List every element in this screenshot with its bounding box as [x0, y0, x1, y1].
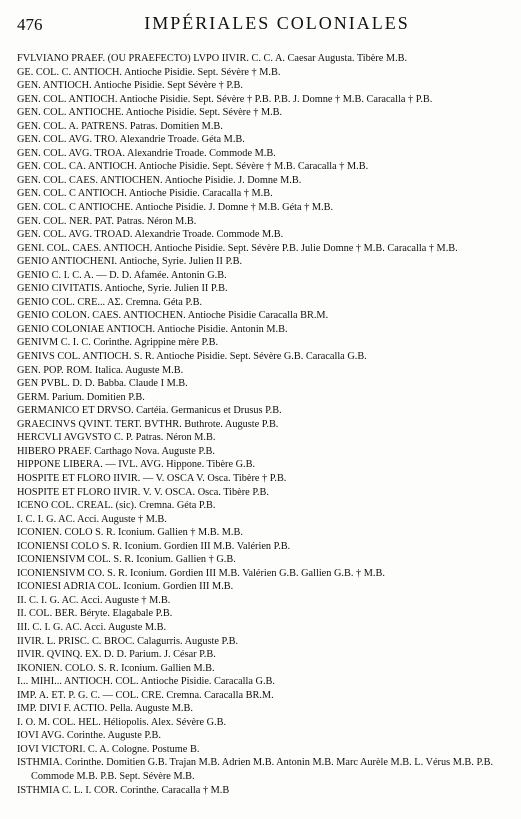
- entry-line: IKONIEN. COLO. S. R. Iconium. Gallien M.B.: [17, 662, 215, 674]
- entry-line: IOVI AVG. Corinthe. Auguste P.B.: [17, 730, 161, 742]
- entry-line: GENIO COLON. CAES. ANTIOCHEN. Antioche Pisidie Caracalla BR.M.: [17, 310, 329, 322]
- entry-line: ICONIENSIVM CO. S. R. Iconium. Gordien III M.B. Valérien G.B. Gallien G.B. † M.B.: [17, 567, 385, 579]
- entry-line: GEN. COL. AVG. TROAD. Alexandrie Troade. Commode M.B.: [17, 229, 284, 241]
- entry-line: GENIVM C. I. C. Corinthe. Agrippine mère P.B.: [17, 337, 219, 349]
- entry-line: IMP. A. ET. P. G. C. — COL. CRE. Cremna. Caracalla BR.M.: [17, 689, 274, 701]
- entry-line: GEN PVBL. D. D. Babba. Claude I M.B.: [17, 378, 188, 390]
- entry-line: GEN. COL. ANTIOCH. Antioche Pisidie. Sept. Sévère † P.B. P.B. J. Domne † M.B. Caracalla † P.B.: [17, 93, 433, 105]
- entry-line: ICONIENSI COLO S. R. Iconium. Gordien III M.B. Valérien P.B.: [17, 540, 291, 552]
- entry-line: GEN. COL. NER. PAT. Patras. Néron M.B.: [17, 215, 197, 227]
- entry-line: GE. COL. C. ANTIOCH. Antioche Pisidie. Sept. Sévère † M.B.: [17, 66, 281, 78]
- entry-line: IMP. DIVI F. ACTIO. Pella. Auguste M.B.: [17, 703, 193, 715]
- entry-line: GERM. Parium. Domitien P.B.: [17, 391, 145, 403]
- entry-line: GEN. COL. AVG. TROA. Alexandrie Troade. Commode M.B.: [17, 147, 276, 159]
- entry-line: HOSPITE ET FLORO IIVIR. — V. OSCA V. Osca. Tibère † P.B.: [17, 472, 287, 484]
- entry-line: GEN. COL. CA. ANTIOCH. Antioche Pisidie. Sept. Sévère † M.B. Caracalla † M.B.: [17, 161, 369, 173]
- entry-line: FVLVIANO PRAEF. (OU PRAEFECTO) LVPO IIVIR. C. C. A. Caesar Augusta. Tibère M.B.: [17, 53, 408, 64]
- page-number: 476: [17, 15, 43, 34]
- entry-line: GENIO COL. CRE... AΣ. Cremna. Géta P.B.: [17, 296, 203, 308]
- running-title: IMPÉRIALES COLONIALES: [144, 13, 410, 33]
- entry-line: ICONIESI ADRIA COL. Iconium. Gordien III M.B.: [17, 581, 234, 593]
- entry-line: GENIO C. I. C. A. — D. D. Afamée. Antonin G.B.: [17, 269, 227, 281]
- entry-line: HERCVLI AVGVSTO C. P. Patras. Néron M.B.: [17, 432, 216, 444]
- entry-line: ISTHMIA. Corinthe. Domitien G.B. Trajan M.B. Adrien M.B. Antonin M.B. Marc Aurèle M.B. L. Vérus M.B. P.B. Commode M.B. P.B. Sept. Sévère M.B.: [17, 757, 494, 782]
- entry-line: I. O. M. COL. HEL. Héliopolis. Alex. Sévère G.B.: [17, 716, 227, 728]
- entry-line: GEN. POP. ROM. Italica. Auguste M.B.: [17, 364, 184, 376]
- entry-line: GERMANICO ET DRVSO. Cartéia. Germanicus et Drusus P.B.: [17, 405, 282, 417]
- entry-line: GEN. ANTIOCH. Antioche Pisidie. Sept Sévère † P.B.: [17, 80, 243, 92]
- entry-line: IIVIR. L. PRISC. C. BROC. Calagurris. Auguste P.B.: [17, 635, 239, 647]
- entry-line: III. C. I. G. AC. Acci. Auguste M.B.: [17, 621, 167, 633]
- entry-line: ICONIENSIVM COL. S. R. Iconium. Gallien † G.B.: [17, 554, 236, 566]
- entry-line: GENIVS COL. ANTIOCH. S. R. Antioche Pisidie. Sept. Sévère G.B. Caracalla G.B.: [17, 351, 367, 363]
- entry-line: ISTHMIA C. L. I. COR. Corinthe. Caracalla † M.B: [17, 784, 230, 796]
- entry-line: GENI. COL. CAES. ANTIOCH. Antioche Pisidie. Sept. Sévère P.B. Julie Domne † M.B. Caracalla † M.B.: [17, 242, 458, 254]
- entry-line: HIBERO PRAEF. Carthago Nova. Auguste P.B.: [17, 445, 215, 457]
- entry-line: GENIO ANTIOCHENI. Antioche, Syrie. Julien II P.B.: [17, 256, 243, 268]
- entry-line: HOSPITE ET FLORO IIVIR. V. V. OSCA. Osca. Tibère P.B.: [17, 486, 269, 498]
- entry-line: GENIO CIVITATIS. Antioche, Syrie. Julien II P.B.: [17, 283, 228, 295]
- entry-line: IOVI VICTORI. C. A. Cologne. Postume B.: [17, 743, 200, 755]
- entry-line: GENIO COLONIAE ANTIOCH. Antioche Pisidie. Antonin M.B.: [17, 323, 288, 335]
- entry-line: GEN. COL. AVG. TRO. Alexandrie Troade. Géta M.B.: [17, 134, 245, 146]
- entry-line: II. C. I. G. AC. Acci. Auguste † M.B.: [17, 594, 171, 606]
- entry-list: [17, 52, 511, 797]
- entry-line: IIVIR. QVINQ. EX. D. D. Parium. J. César P.B.: [17, 649, 216, 661]
- entry-line: GRAECINVS QVINT. TERT. BVTHR. Buthrote. Auguste P.B.: [17, 418, 279, 430]
- entry-line: GEN. COL. CAES. ANTIOCHEN. Antioche Pisidie. J. Domne M.B.: [17, 174, 302, 186]
- page-header: [17, 12, 507, 38]
- entry-line: II. COL. BER. Béryte. Elagabale P.B.: [17, 608, 173, 620]
- entry-line: GEN. COL. C ANTIOCH. Antioche Pisidie. Caracalla † M.B.: [17, 188, 273, 200]
- entry-line: GEN. COL. ANTIOCHE. Antioche Pisidie. Sept. Sévère † M.B.: [17, 107, 283, 119]
- entry-line: I. C. I. G. AC. Acci. Auguste † M.B.: [17, 513, 167, 525]
- entry-line: GEN. COL. C ANTIOCHE. Antioche Pisidie. J. Domne † M.B. Géta † M.B.: [17, 202, 334, 214]
- entry-line: ICENO COL. CREAL. (sic). Cremna. Géta P.B.: [17, 500, 216, 512]
- entry-line: ICONIEN. COLO S. R. Iconium. Gallien † M.B. M.B.: [17, 527, 243, 539]
- entry-line: GEN. COL. A. PATRENS. Patras. Domitien M.B.: [17, 120, 223, 132]
- entry-line: I... MIHI... ANTIOCH. COL. Antioche Pisidie. Caracalla G.B.: [17, 676, 275, 688]
- entry-line: HIPPONE LIBERA. — IVL. AVG. Hippone. Tibère G.B.: [17, 459, 256, 471]
